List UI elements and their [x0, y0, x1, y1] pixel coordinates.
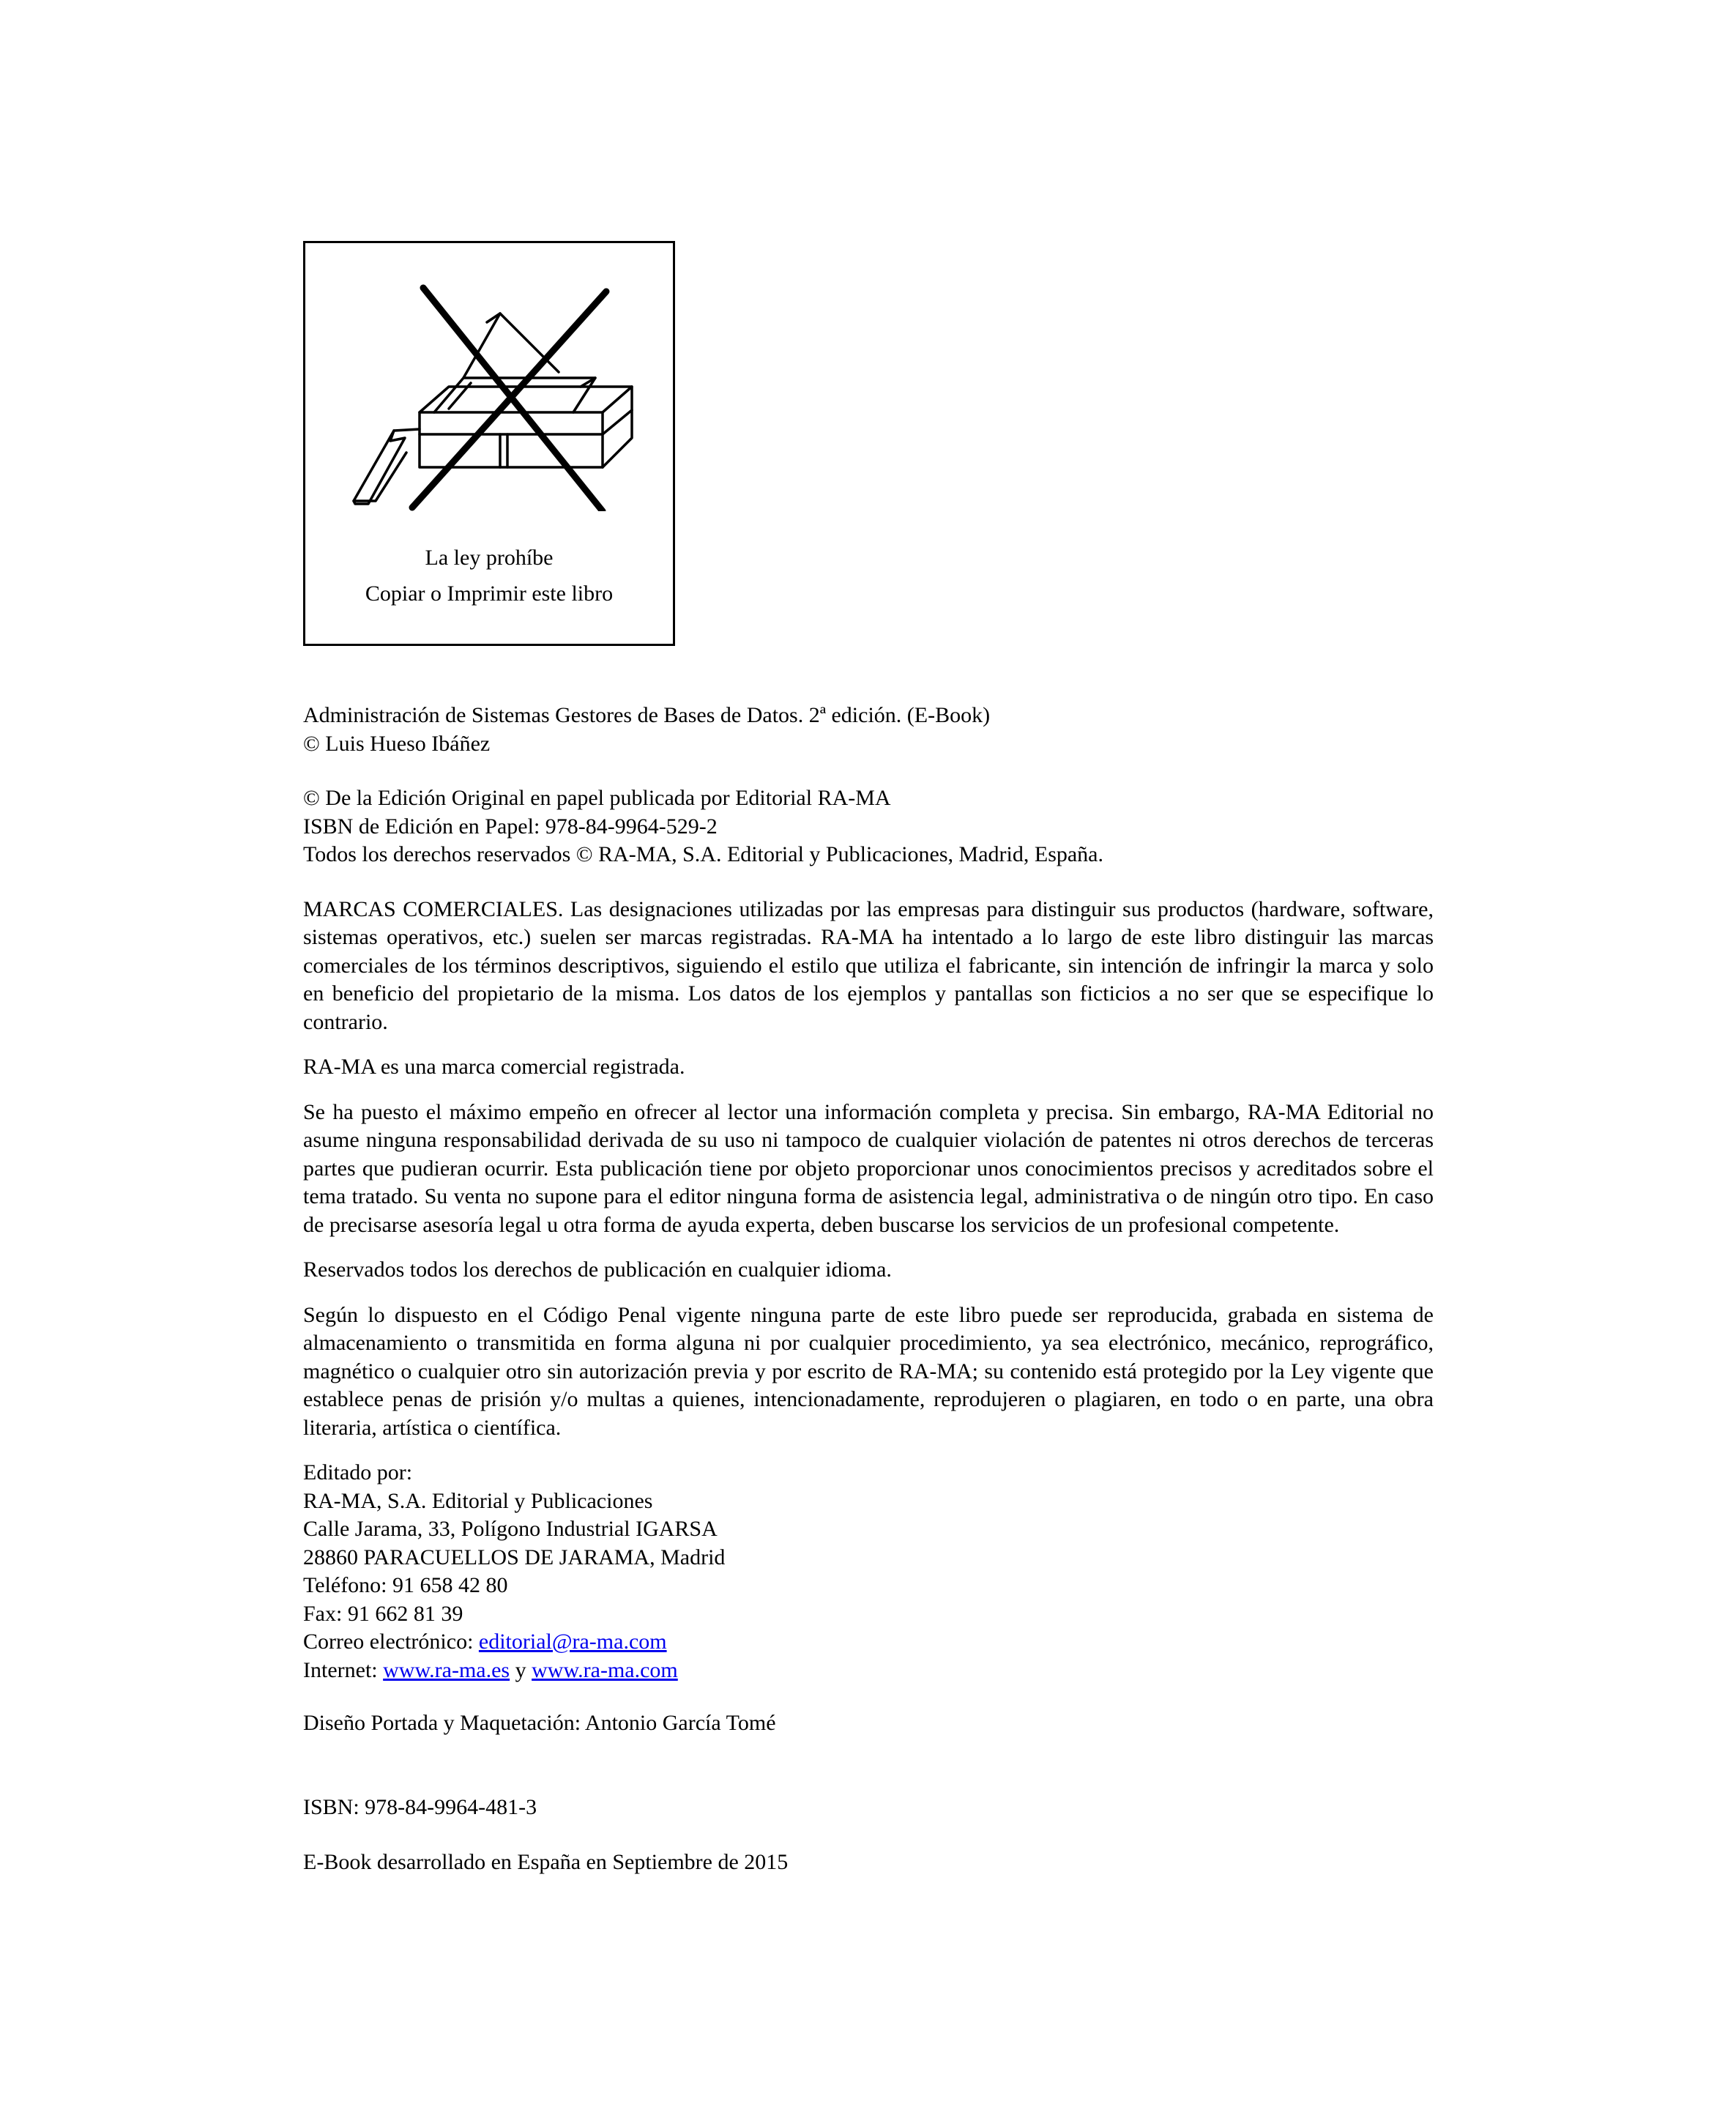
- internet-label: Internet:: [303, 1657, 384, 1682]
- trademarks-paragraph: MARCAS COMERCIALES. Las designaciones utilizadas por las empresas para distinguir sus productos (hardware, software, sistemas operativos, etc.) suelen ser marcas registradas. RA-MA ha intentado a lo largo de este libro distinguir las marcas comerciales de los términos descriptivos, siguiendo el estilo que utiliza el fabricante, sin intención de infringir la marca y solo en beneficio del propietario de la misma. Los datos de los ejemplos y pantallas son ficticios a no ser que se especifique lo contrario.: [303, 896, 1434, 1034]
- ebook-isbn: ISBN: 978-84-9964-481-3: [303, 1794, 537, 1819]
- publication-rights-line: Reservados todos los derechos de publicación en cualquier idioma.: [303, 1257, 892, 1282]
- publisher-phone: Teléfono: 91 658 42 80: [303, 1573, 508, 1597]
- crossed-out-photocopier-illustration: [324, 284, 647, 511]
- copy-prohibition-notice: [303, 241, 675, 646]
- publisher-street: Calle Jarama, 33, Polígono Industrial IGARSA: [303, 1517, 718, 1541]
- penal-code-paragraph: Según lo dispuesto en el Código Penal vigente ninguna parte de este libro puede ser reproducida, grabada en sistema de almacenamiento o transmitida en forma alguna ni por cualquier procedimiento, ya sea electrónico, mecánico, reprográfico, magnético o cualquier otro sin autorización previa y por escrito de RA-MA; su contenido está protegido por la Ley vigente que establece penas de prisión y/o multas a quienes, intencionadamente, reprodujeren o plagiaren, en todo o en parte, una obra literaria, artística o científica.: [303, 1302, 1434, 1440]
- publisher-internet-line: [303, 1657, 1434, 1685]
- ebook-development-note: E-Book desarrollado en España en Septiembre de 2015: [303, 1850, 789, 1874]
- author-copyright: © Luis Hueso Ibáñez: [303, 731, 491, 756]
- publisher-city: 28860 PARACUELLOS DE JARAMA, Madrid: [303, 1545, 726, 1569]
- publisher-name: RA-MA, S.A. Editorial y Publicaciones: [303, 1488, 653, 1513]
- edited-by-label: Editado por:: [303, 1460, 413, 1485]
- registered-trademark-line: RA-MA es una marca comercial registrada.: [303, 1055, 685, 1079]
- email-link[interactable]: editorial@ra-ma.com: [478, 1630, 667, 1654]
- website-link-es[interactable]: www.ra-ma.es: [383, 1657, 510, 1682]
- edition-info: [303, 784, 1434, 869]
- original-edition-line: © De la Edición Original en papel publicada por Editorial RA-MA: [303, 786, 891, 810]
- paper-isbn-line: ISBN de Edición en Papel: 978-84-9964-529-2: [303, 814, 718, 839]
- book-title-line: Administración de Sistemas Gestores de Bases de Datos. 2ª edición. (E-Book): [303, 703, 991, 727]
- publisher-fax: Fax: 91 662 81 39: [303, 1601, 463, 1626]
- disclaimer-paragraph: Se ha puesto el máximo empeño en ofrecer al lector una información completa y precisa. Sin embargo, RA-MA Editorial no asume ninguna responsabilidad derivada de su uso ni tampoco de cualquier violación de patentes ni otros derechos de terceras partes que pudieran ocurrir. Esta publicación tiene por objeto proporcionar unos conocimientos precisos y acreditados sobre el tema tratado. Su venta no supone para el editor ninguna forma de asistencia legal, administrativa o de ningún otro tipo. En caso de precisarse asesoría legal u otra forma de ayuda experta, deben buscarse los servicios de un profesional competente.: [303, 1099, 1434, 1237]
- book-identification: [303, 702, 1434, 758]
- publisher-contact: [303, 1459, 1434, 1684]
- copier-body: [420, 412, 603, 467]
- publisher-email-line: [303, 1628, 1434, 1657]
- copyright-page-body: [303, 702, 1434, 1877]
- rights-reserved-line: Todos los derechos reservados © RA-MA, S.A. Editorial y Publicaciones, Madrid, España.: [303, 842, 1103, 866]
- email-label: Correo electrónico:: [303, 1630, 479, 1654]
- notice-caption-line1: La ley prohíbe: [425, 546, 554, 570]
- design-credit: Diseño Portada y Maquetación: Antonio García Tomé: [303, 1711, 776, 1735]
- notice-caption-line2: Copiar o Imprimir este libro: [365, 581, 614, 606]
- website-conjunction: y: [510, 1657, 532, 1682]
- website-link-com[interactable]: www.ra-ma.com: [532, 1657, 678, 1682]
